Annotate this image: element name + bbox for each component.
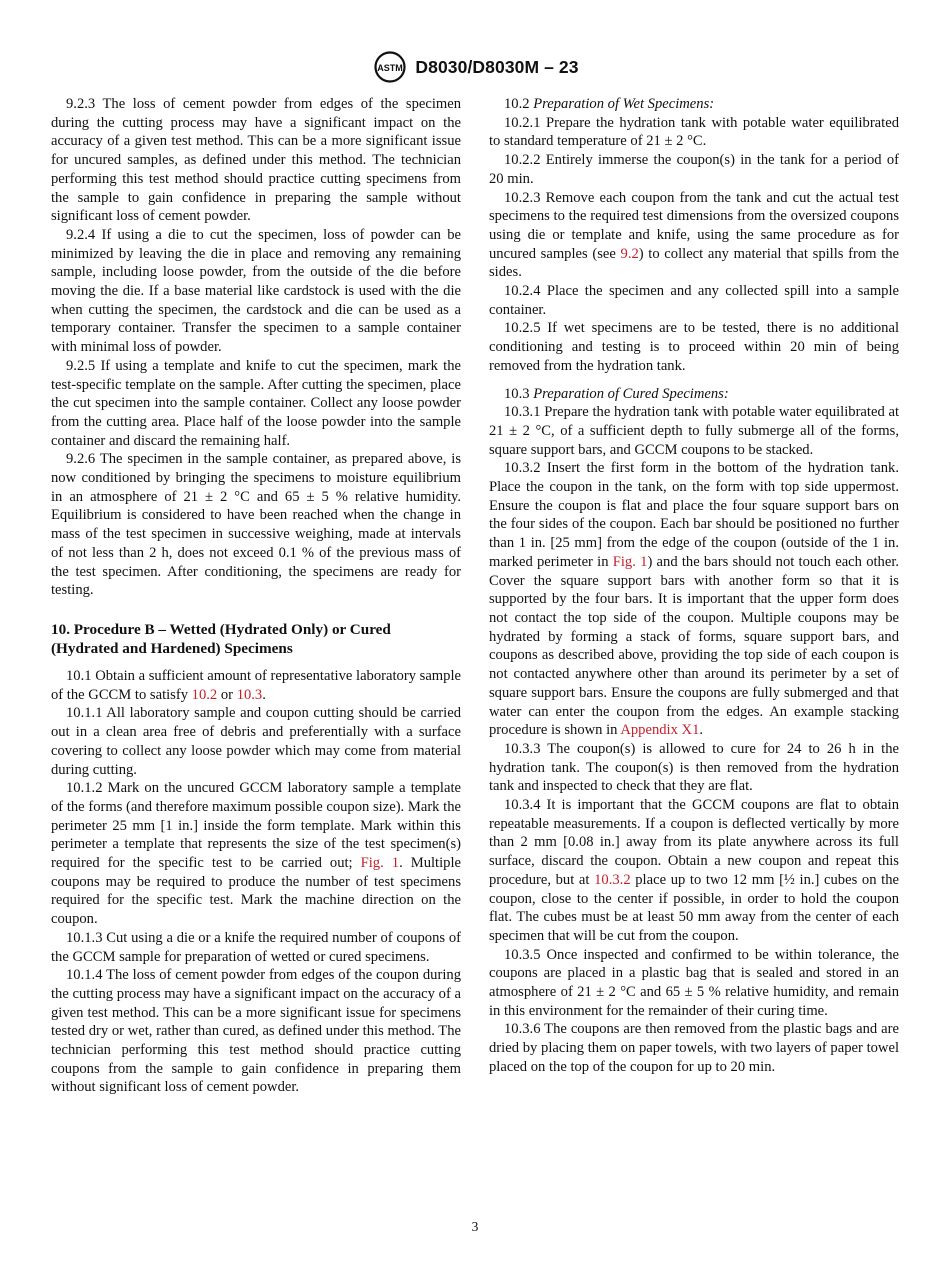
paragraph-10-2-3 xyxy=(489,189,899,283)
paragraph-10-3-1: 10.3.1 Prepare the hydration tank with potable water equilibrated at 21 ± 2 °C, of a sufficient depth to fully submerge all of the forms, square support bars, and GCCM coupons to be stacked. xyxy=(489,404,899,458)
text-run: 10.3.2 Insert the first form in the bottom of the hydration tank. Place the coupon in the tank, on the form with top side uppermost. Ensure the coupon is flat and place the four square support bars on the four sides of the coupon. Each bar should be positioned no further than 1 in. [25 mm] from the edge of the coupon (outside of the 1 in. marked perimeter in xyxy=(489,460,899,570)
link-10-3[interactable]: 10.3 xyxy=(236,686,263,703)
right-column xyxy=(489,95,899,1077)
paragraph-9-2-6: 9.2.6 The specimen in the sample container, as prepared above, is now conditioned by bringing the specimens to moisture equilibrium in an atmosphere of 21 ± 2 °C and 65 ± 5 % relative humidity. Equilibrium is considered to have been reached when the change in mass of the test specimen in successive weighing, made at intervals of not less than 2 h, does not exceed 0.1 % of the previous mass of the test specimen. After conditioning, the specimens are ready for testing. xyxy=(51,451,461,599)
subsection-number: 10.3 xyxy=(504,385,530,402)
paragraph-10-2-2: 10.2.2 Entirely immerse the coupon(s) in the tank for a period of 20 min. xyxy=(489,152,899,187)
section-10-heading: 10. Procedure B – Wetted (Hydrated Only) or Cured (Hydrated and Hardened) Specimens xyxy=(51,620,391,657)
paragraph-10-3-5: 10.3.5 Once inspected and confirmed to be within tolerance, the coupons are placed in a plastic bag that is sealed and stored in an atmosphere of 21 ± 2 °C and 65 ± 5 % relative humidity, and remain in this environment for the remainder of their curing time. xyxy=(489,946,899,1019)
paragraph-10-2-1: 10.2.1 Prepare the hydration tank with potable water equilibrated to standard temperature of 21 ± 2 °C. xyxy=(489,114,899,150)
text-run: 10.1.2 Mark on the uncured GCCM laboratory sample a template of the forms (and therefore maximum possible coupon size). Mark the perimeter 25 mm [1 in.] inside the form template. Mark within this perimeter a template that represents the size of the test specimen(s) required for the specific test to be carried out; xyxy=(51,780,461,872)
link-fig-1[interactable]: Fig. 1 xyxy=(612,553,648,570)
paragraph-10-3-4 xyxy=(489,796,899,946)
text-run: . xyxy=(262,686,266,703)
paragraph-10-1-1: 10.1.1 All laboratory sample and coupon cutting should be carried out in a clean area free of debris and preferentially with a surface covering to collect any loose powder which may come from material during cutting. xyxy=(51,705,461,778)
text-run: . xyxy=(699,722,704,739)
subsection-title: Preparation of Wet Specimens: xyxy=(533,96,715,112)
header-group xyxy=(371,50,578,84)
subsection-number: 10.2 xyxy=(504,96,530,112)
paragraph-10-3-6: 10.3.6 The coupons are then removed from the plastic bags and are dried by placing them on paper towels, with two layers of paper towel placed on the top of the coupon for up to 20 min. xyxy=(489,1021,899,1075)
text-run: 10.1 Obtain a sufficient amount of representative laboratory sample of the GCCM to satisfy xyxy=(51,667,461,703)
paragraph-10-1-4: 10.1.4 The loss of cement powder from edges of the coupon during the cutting process may have a significant impact on the accuracy of a given test method. This can be a more significant issue for specimens tested dry or wet, rather than cured, as defined under this method. The technician performing this test method should practice cutting coupons from the sample to gain confidence in preparing them without significant loss of cement powder. xyxy=(51,967,461,1096)
text-run: or xyxy=(217,686,237,703)
paragraph-9-2-3: 9.2.3 The loss of cement powder from edges of the specimen during the cutting process may have a significant impact on the accuracy of a given test method. This can be a more significant issue for uncured samples, as defined under this method. The technician performing this test method should practice cutting specimens from the sample to gain confidence in preparing the sample without significant loss of cement powder. xyxy=(51,96,461,225)
text-run: place up to two 12 mm [½ in.] cubes on the coupon, close to the center if possible, in order to hold the coupon flat. The cubes must be at least 50 mm away from the center of each specimen that will be cut from the coupon. xyxy=(489,871,899,944)
paragraph-10-1-2 xyxy=(51,779,461,929)
text-run: 10.3.4 It is important that the GCCM coupons are flat to obtain repeatable measurements. If a coupon is deflected vertically by more than 2 mm [0.08 in.] away from its plate anywhere across its full surface, discard the coupon. Obtain a new coupon and repeat this procedure, but at xyxy=(489,797,899,888)
left-column xyxy=(51,95,461,1097)
link-10-3-2[interactable]: 10.3.2 xyxy=(594,871,631,888)
text-run: ) and the bars should not touch each other. Cover the square support bars with another form so that it is supported by the four bars. It is important that the upper form does not contact the top side of the coupon. Multiple coupons may be hydrated by forming a stack of forms, square support bars, and coupons as described above, providing the top side of each coupon is not contacted anywhere other than around its perimeter by a set of square support bars. Ensure the coupons are fully submerged and that water can enter the coupon from the edges. An example stacking procedure is shown in xyxy=(489,553,900,739)
link-appendix-x1[interactable]: Appendix X1 xyxy=(620,722,700,739)
link-9-2[interactable]: 9.2 xyxy=(620,245,639,262)
text-run: 10.2.3 Remove each coupon from the tank and cut the actual test specimens to the required test dimensions from the oversized coupons using die or template and knife, using the same procedure as for uncured samples (see xyxy=(489,189,899,262)
paragraph-10-2-4: 10.2.4 Place the specimen and any collected spill into a sample container. xyxy=(489,283,899,318)
subsection-10-2-heading xyxy=(489,95,899,114)
link-fig-1[interactable]: Fig. 1 xyxy=(360,855,400,872)
paragraph-10-3-2 xyxy=(489,459,899,740)
paragraph-10-2-5: 10.2.5 If wet specimens are to be tested, there is no additional conditioning and testing is to proceed within 20 min of being removed from the hydration tank. xyxy=(489,320,899,374)
paragraph-9-2-5: 9.2.5 If using a template and knife to cut the specimen, mark the test-specific template on the sample. After cutting the specimen, place the cut specimen into the sample container. Collect any loose powder from the cutting area. Place half of the loose powder into the sample container and discard the remaining half. xyxy=(51,357,461,449)
text-run: ) to collect any material that spills from the sides. xyxy=(489,245,899,281)
subsection-title: Preparation of Cured Specimens: xyxy=(533,385,729,402)
paragraph-10-3-3: 10.3.3 The coupon(s) is allowed to cure for 24 to 26 h in the hydration tank. The coupon(s) is then removed from the hydration tank and inspected to check that they are flat. xyxy=(489,740,899,795)
standard-designation: D8030/D8030M – 23 xyxy=(415,56,579,77)
astm-logo-icon xyxy=(371,50,409,84)
subsection-10-3-heading xyxy=(489,385,899,404)
paragraph-9-2-4: 9.2.4 If using a die to cut the specimen, loss of powder can be minimized by leaving the die in place and removing any remaining sample, including loose powder, from the outside of the die before moving the die. If a base material like cardstock is used with the die when cutting the specimen, the cardstock and die can be used as a temporary container. Transfer the specimen to a sample container with minimal loss of powder. xyxy=(51,226,461,356)
svg-text:ASTM: ASTM xyxy=(377,63,404,73)
text-run: . Multiple coupons may be required to produce the number of test specimens required for the specific test. Mark the machine direction on the coupon. xyxy=(51,855,461,928)
paragraph-10-1-3: 10.1.3 Cut using a die or a knife the required number of coupons of the GCCM sample for preparation of wetted or cured specimens. xyxy=(51,929,461,965)
link-10-2[interactable]: 10.2 xyxy=(191,686,218,703)
paragraph-10-1 xyxy=(51,667,461,704)
page-header xyxy=(0,50,950,89)
page-number: 3 xyxy=(471,1219,479,1234)
